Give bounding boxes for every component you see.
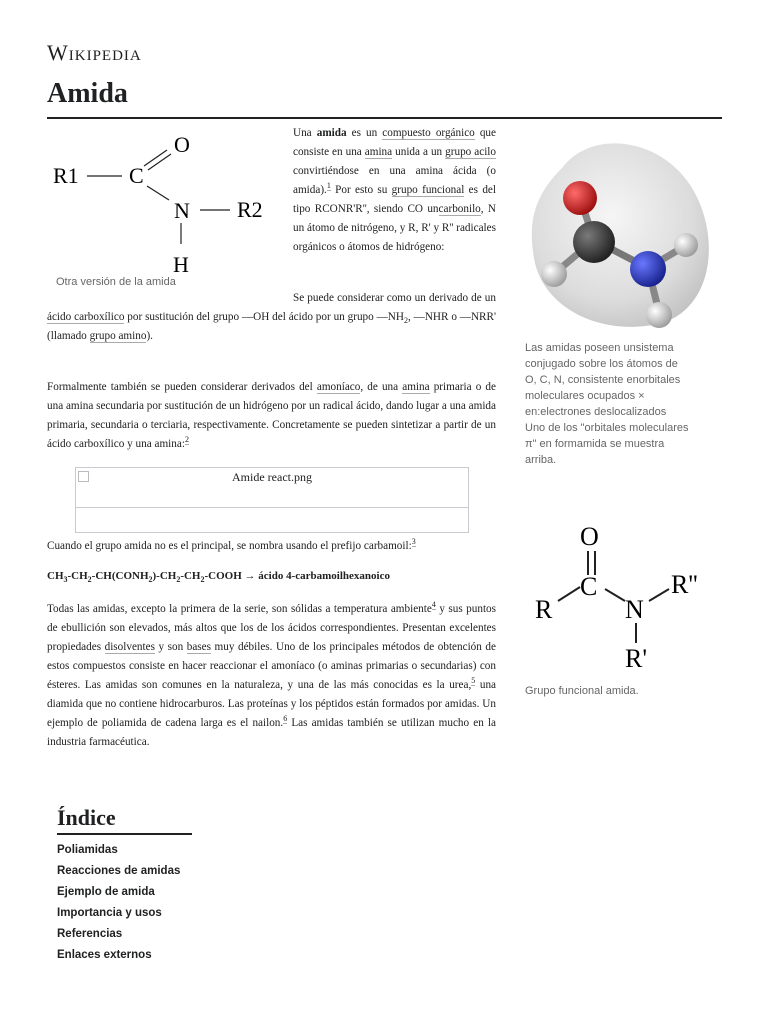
hydrogen-atom — [541, 261, 567, 287]
caption-line: O, C, N, consistente enorbitales — [525, 374, 681, 386]
toc-heading: Índice — [57, 805, 116, 830]
nitrogen-label: N — [174, 198, 190, 223]
toc-item-poliamidas[interactable]: Poliamidas — [57, 844, 118, 856]
oxygen-label: O — [580, 522, 599, 551]
link-amina[interactable]: amina — [364, 146, 393, 158]
link-compuesto-organico[interactable]: compuesto orgánico — [382, 127, 475, 139]
text-run: , —NHR o —NRR' (llamado — [47, 311, 496, 342]
text-run: Todas las amidas, excepto la primera de la serie, son sólidas a temperatura ambiente — [47, 603, 432, 615]
bold-term: amida — [316, 127, 347, 139]
text-run: y sus puntos de ebullición son elevados, más altos que los de los ácidos correspondientes. Presentan excelentes propiedades — [47, 603, 496, 653]
functional-group-caption: Grupo funcional amida. — [525, 685, 639, 697]
link-disolventes[interactable]: disolventes — [104, 641, 155, 653]
text-run: por sustitución del grupo —OH del ácido por un grupo —NH — [124, 311, 404, 323]
formula-part: -CH(CONH — [91, 570, 149, 582]
r-label: R — [535, 595, 553, 624]
formal-derivative-paragraph — [47, 378, 496, 454]
text-run: , de una — [360, 381, 403, 393]
formula-part: -CH — [67, 570, 88, 582]
bond-line — [558, 587, 580, 601]
nitrogen-label: N — [625, 595, 644, 624]
hydrogen-atom — [646, 302, 672, 328]
reference-4[interactable]: 4 — [431, 600, 436, 610]
text-run: Una — [293, 127, 317, 139]
nitrogen-atom — [630, 251, 666, 287]
formula-part: -COOH → ácido 4-carbamoilhexanoico — [204, 570, 390, 582]
link-carbonilo[interactable]: carbonilo — [438, 203, 481, 215]
oxygen-label: O — [174, 132, 190, 157]
caption-line: Uno de los "orbitales moleculares — [525, 422, 689, 434]
bond-line — [147, 186, 169, 200]
text-run: Formalmente también se pueden considerar derivados del — [47, 381, 317, 393]
text-run: ). — [146, 330, 153, 342]
text-run: es del tipo RCONR'R'', siendo CO un — [293, 184, 496, 215]
bond-line — [144, 150, 167, 166]
reaction-image[interactable] — [76, 468, 468, 508]
subscript: 3 — [63, 575, 68, 585]
caption-line: π" en formamida se muestra — [525, 438, 665, 450]
oxygen-atom — [563, 181, 597, 215]
formula-part: CH — [47, 570, 64, 582]
image-alt-text: Amide react.png — [232, 470, 312, 484]
amide-structure-figure — [47, 128, 277, 278]
page-title: Amida — [47, 78, 128, 109]
text-run: muy débiles. Uno de los principales métodos de obtención de estos compuestos consiste en hacer reaccionar el amoníaco (o aminas primarias o secundarias) con ésteres. Las amidas son comunes en la naturaleza, y una de las más conocidas es la urea, — [47, 641, 496, 691]
text-run: una diamida que no contiene hidrocarburos. Las proteínas y los péptidos están formados por amidas. Un ejemplo de poliamida de cadena larga es el nailon. — [47, 679, 496, 729]
link-amoniaco[interactable]: amoníaco — [316, 381, 361, 393]
text-run: Cuando el grupo amida no es el principal, se nombra usando el prefijo carbamoil: — [47, 540, 412, 552]
formula-part: -CH — [180, 570, 201, 582]
text-run: que consiste en una — [293, 127, 496, 158]
caption-line: en:electrones deslocalizados — [525, 406, 667, 418]
toc-item-referencias[interactable]: Referencias — [57, 928, 123, 940]
subscript: 2 — [87, 575, 92, 585]
caption-line: conjugado sobre los átomos de — [525, 358, 678, 370]
toc-item-enlaces[interactable]: Enlaces externos — [57, 949, 152, 961]
link-bases[interactable]: bases — [186, 641, 211, 653]
link-amina[interactable]: amina — [402, 381, 430, 393]
reference-6[interactable]: 6 — [283, 714, 288, 724]
text-run: unida a un — [392, 146, 446, 158]
caption-line: arriba. — [525, 454, 557, 466]
r2-label: R2 — [237, 197, 263, 222]
bond-line — [649, 589, 669, 601]
r-prime-label: R' — [625, 644, 648, 673]
hydrogen-label: H — [173, 252, 189, 277]
intro-paragraph — [293, 124, 496, 257]
derivative-paragraph — [47, 289, 496, 346]
formula-part: )-CH — [152, 570, 177, 582]
reference-5[interactable]: 5 — [471, 676, 476, 686]
text-run: Las amidas también se utilizan mucho en la industria farmacéutica. — [47, 717, 496, 748]
subscript: 2 — [148, 575, 153, 585]
toc-item-importancia[interactable]: Importancia y usos — [57, 907, 162, 919]
bond-line — [148, 154, 171, 170]
reaction-image-frame — [75, 467, 469, 533]
toc-item-ejemplo[interactable]: Ejemplo de amida — [57, 886, 155, 898]
carbon-label: C — [129, 163, 144, 188]
text-run: Se puede considerar como un derivado de un — [293, 292, 496, 304]
hydrogen-atom — [674, 233, 698, 257]
subscript: 2 — [200, 575, 205, 585]
text-run: primaria o de una amina secundaria por sustitución de un hidrógeno por un radical ácido, dando lugar a una amida primaria, secundaria o terciaria, respectivamente. Concretamente se pueden sintetizar a partir de un ácido carboxílico y una amina: — [47, 381, 496, 450]
text-run: , N un átomo de nitrógeno, y R, R' y R'' radicales orgánicos o átomos de hidrógeno: — [293, 203, 496, 253]
figure-caption: Otra versión de la amida — [56, 276, 176, 288]
r-double-prime-label: R'' — [671, 570, 698, 599]
toc-divider — [57, 833, 192, 835]
site-wordmark[interactable]: Wikipedia — [47, 40, 142, 65]
text-run: Por esto su — [330, 184, 392, 196]
r1-label: R1 — [53, 163, 79, 188]
carbon-atom — [573, 221, 615, 263]
caption-line: moleculares ocupados × — [525, 390, 645, 402]
link-acido-carboxilico[interactable]: ácido carboxílico — [47, 311, 125, 323]
orbital-figure-caption — [525, 340, 725, 468]
caption-line: Las amidas poseen unsistema — [525, 342, 674, 354]
subscript: 2 — [176, 575, 181, 585]
link-grupo-funcional[interactable]: grupo funcional — [391, 184, 465, 196]
title-divider — [47, 117, 722, 119]
text-run: convirtiéndose en una amina ácida (o amida). — [293, 165, 496, 196]
toc-item-reacciones[interactable]: Reacciones de amidas — [57, 865, 181, 877]
reference-1[interactable]: 1 — [326, 181, 331, 191]
chemical-formula — [47, 570, 390, 585]
amide-functional-group-figure — [525, 515, 725, 677]
toc-list — [57, 840, 180, 966]
bond-line — [605, 589, 625, 601]
formamide-orbital-figure — [522, 128, 722, 338]
link-grupo-acilo[interactable]: grupo acilo — [445, 146, 497, 158]
text-run: y son — [154, 641, 187, 653]
subscript: 2 — [403, 316, 408, 326]
carbon-label: C — [580, 572, 598, 601]
properties-paragraph — [47, 600, 496, 752]
link-grupo-amino[interactable]: grupo amino — [89, 330, 147, 342]
reference-3[interactable]: 3 — [411, 537, 416, 547]
reference-2[interactable]: 2 — [184, 435, 189, 445]
carbamoil-paragraph — [47, 537, 496, 556]
text-run: es un — [346, 127, 383, 139]
